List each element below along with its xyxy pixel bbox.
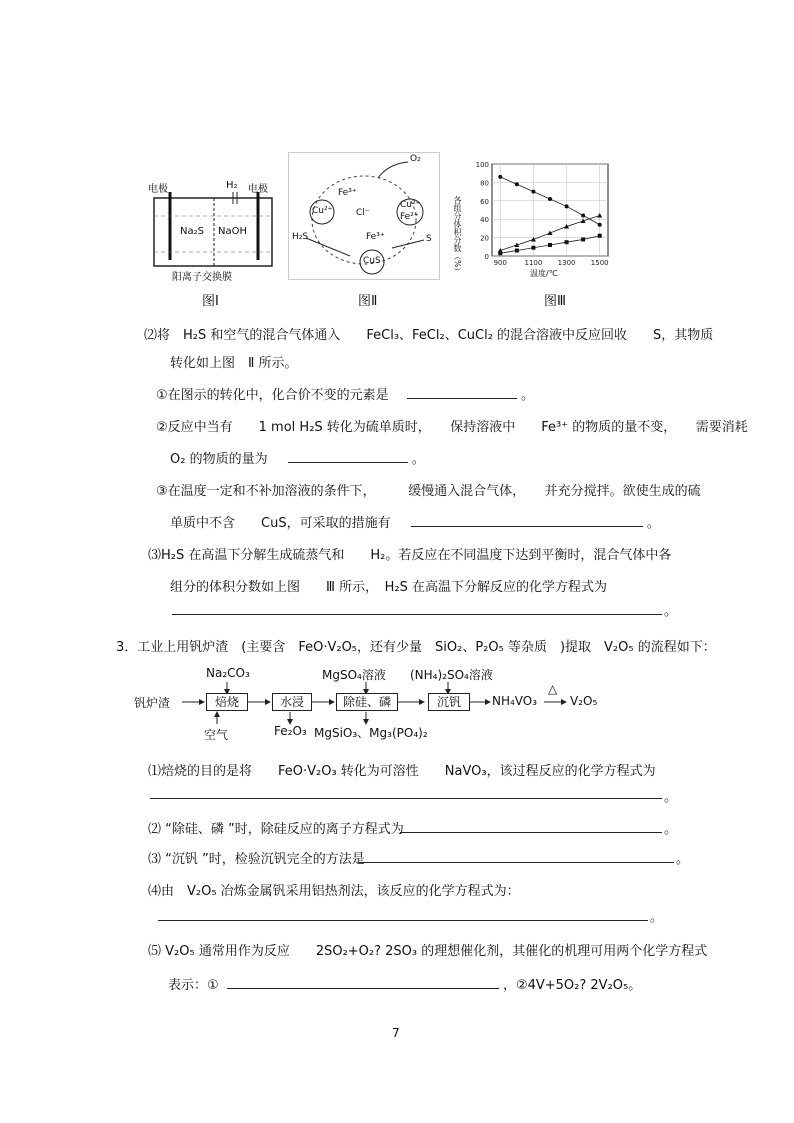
q2-sub1 xyxy=(156,384,534,403)
p3-q2 xyxy=(148,818,404,837)
flow-product-v2o5: V₂O₅ xyxy=(570,694,598,708)
p3-q5: ⑸ V₂O₅ 通常用作为反应 2SO₂+O₂? 2SO₃ 的理想催化剂，其催化的机理可用两个化学方程式 xyxy=(148,944,708,959)
p3-q1: ⑴焙烧的目的是将 FeO·V₂O₃ 转化为可溶性 NaVO₃，该过程反应的化学方程式为 xyxy=(148,764,656,779)
chart-xlabel: 温度/℃ xyxy=(530,269,558,278)
q2-sub2-answer-blank[interactable] xyxy=(288,448,408,463)
q2-sub2-b xyxy=(170,448,425,467)
flow-step-leach: 水浸 xyxy=(272,693,312,711)
p3-q3 xyxy=(148,848,365,867)
chart-ticks xyxy=(476,161,609,267)
y-tick-label: 60 xyxy=(480,197,489,206)
p3-q3-text: ⑶ “沉钒 ”时，检验沉钒完全的方法是 xyxy=(148,852,365,867)
data-point xyxy=(515,182,519,186)
data-point xyxy=(548,197,552,201)
membrane-label: 阳离子交换膜 xyxy=(172,272,232,283)
y-tick-label: 100 xyxy=(475,161,489,169)
data-point xyxy=(598,223,602,227)
data-point xyxy=(581,237,585,241)
data-point xyxy=(515,248,519,252)
q2-sub1-text: ①在图示的转化中，化合价不变的元素是 xyxy=(156,388,389,403)
cl-label: Cl⁻ xyxy=(356,208,370,218)
q2-sub3-end: 。 xyxy=(646,516,660,531)
chart-svg xyxy=(458,156,614,280)
right-solution-label: NaOH xyxy=(218,226,247,237)
p3-q4: ⑷由 V₂O₅ 冶炼金属钒采用铝热剂法，该反应的化学方程式为： xyxy=(148,884,520,899)
y-tick-label: 80 xyxy=(480,179,489,188)
flow-input-mgso4: MgSO₄溶液 xyxy=(322,668,386,682)
q3-line1: ⑶H₂S 在高温下分解生成硫蒸气和 H₂。若反应在不同温度下达到平衡时，混合气体中各 xyxy=(148,548,672,563)
flow-input-na2co3: Na₂CO₃ xyxy=(206,666,250,680)
figure-2-caption: 图Ⅱ xyxy=(358,294,378,309)
q3-answer-line[interactable] xyxy=(172,614,662,615)
p3-q1-end: 。 xyxy=(664,790,678,805)
problem3-title: 3．工业上用钒炉渣 (主要含 FeO·V₂O₅，还有少量 SiO₂、P₂O₅ 等杂质 )提取 V₂O₅ 的流程如下： xyxy=(116,640,716,655)
figure-3-caption: 图Ⅲ xyxy=(544,294,566,309)
electrode-left-label: 电极 xyxy=(148,184,168,195)
q2-sub2-a: ②反应中当有 1 mol H₂S 转化为硫单质时， 保持溶液中 Fe³⁺ 的物质的量不变， 需要消耗 xyxy=(156,420,748,435)
p3-q3-answer-line[interactable] xyxy=(358,862,674,863)
chart-grid xyxy=(492,164,608,256)
q2-sub3-a: ③在温度一定和不补加溶液的条件下， 缓慢通入混合气体， 并充分搅拌。欲使生成的硫 xyxy=(156,484,701,499)
plot-area xyxy=(492,164,608,256)
p3-q5-line2 xyxy=(168,974,641,993)
figure-3-chart xyxy=(453,156,614,280)
q2-sub3-b xyxy=(170,512,660,531)
x-tick-label: 1500 xyxy=(590,259,609,267)
data-point xyxy=(597,213,602,218)
p3-q2-end: 。 xyxy=(664,822,678,837)
flow-input-air: 空气 xyxy=(204,728,229,742)
fe3-top-label: Fe³⁺ xyxy=(338,188,357,198)
p3-q2-answer-line[interactable] xyxy=(400,832,662,833)
q3-end: 。 xyxy=(664,604,678,619)
q3-line2: 组分的体积分数如上图 Ⅲ 所示， H₂S 在高温下分解反应的化学方程式为 xyxy=(170,580,607,595)
data-point xyxy=(565,240,569,244)
flow-step-remove-si-p: 除硅、磷 xyxy=(336,693,398,711)
chart-series xyxy=(498,175,602,255)
cus-label: CuS xyxy=(363,256,381,266)
figure-2 xyxy=(288,152,440,280)
y-tick-label: 0 xyxy=(484,253,489,261)
s-label: S xyxy=(426,234,432,244)
cu2-left-label: Cu²⁺ xyxy=(312,206,333,216)
p3-q5-answer-blank[interactable] xyxy=(227,974,499,989)
x-tick-label: 1300 xyxy=(557,259,576,267)
flow-heat-symbol: △ xyxy=(548,682,558,696)
data-point xyxy=(548,231,553,236)
electrode-right-label: 电极 xyxy=(248,184,268,195)
h2s-label: H₂S xyxy=(292,232,309,242)
y-tick-label: 40 xyxy=(480,216,489,225)
p3-q3-end: 。 xyxy=(676,852,690,867)
flow-output-mg-salts: MgSiO₃、Mg₃(PO₄)₂ xyxy=(314,726,428,740)
p3-q1-answer-line[interactable] xyxy=(150,798,662,799)
q2-sub2-b-text: O₂ 的物质的量为 xyxy=(170,452,268,467)
h2-label: H₂ xyxy=(226,180,238,191)
x-tick-label: 900 xyxy=(493,259,507,267)
flow-product-nh4vo3: NH₄VO₃ xyxy=(492,694,538,708)
data-point xyxy=(531,246,535,250)
q2-sub1-end: 。 xyxy=(520,388,534,403)
data-point xyxy=(598,234,602,238)
data-point xyxy=(565,204,569,208)
fe3-bottom-label: Fe³⁺ xyxy=(366,232,385,242)
p3-q4-end: 。 xyxy=(650,910,664,925)
p3-q4-answer-line[interactable] xyxy=(158,920,648,921)
flowchart xyxy=(130,664,610,744)
right-circle-label-b: Fe²⁺ xyxy=(400,212,419,222)
data-point xyxy=(531,190,535,194)
q2-sub3-b-text: 单质中不含 CuS，可采取的措施有 xyxy=(170,516,391,531)
data-point xyxy=(498,175,502,179)
chart-ylabel: 各组分体积分数（%） xyxy=(453,196,462,276)
p3-q2-text: ⑵ “除硅、磷 ”时，除硅反应的离子方程式为 xyxy=(148,822,404,837)
q2-line1: ⑵将 H₂S 和空气的混合气体通入 FeCl₃、FeCl₂、CuCl₂ 的混合溶液中反应回收 S，其物质 xyxy=(144,328,714,343)
q2-line2: 转化如上图 Ⅱ 所示。 xyxy=(170,356,298,371)
p3-q5-start: 表示：① xyxy=(168,978,219,993)
flow-step-precipitate-v: 沉钒 xyxy=(428,693,470,711)
p3-q5-mid: ，②4V+5O₂? 2V₂O₅。 xyxy=(502,978,642,993)
q2-sub1-answer-blank[interactable] xyxy=(407,384,517,399)
figure-1-caption: 图Ⅰ xyxy=(202,294,219,309)
page-number: 7 xyxy=(392,1026,400,1040)
q2-sub3-answer-blank[interactable] xyxy=(411,512,643,527)
flow-start-label: 钒炉渣 xyxy=(134,696,171,710)
q2-sub2-end: 。 xyxy=(411,452,425,467)
left-solution-label: Na₂S xyxy=(180,226,204,237)
electrolysis-cell-diagram xyxy=(148,180,276,280)
data-point xyxy=(498,251,502,255)
right-circle-label-a: Cu²⁺ xyxy=(400,200,421,210)
x-tick-label: 1100 xyxy=(524,259,543,267)
data-point xyxy=(548,243,552,247)
figure-1 xyxy=(148,180,276,283)
flow-input-nh4so4: (NH₄)₂SO₄溶液 xyxy=(410,668,493,682)
flow-output-fe2o3: Fe₂O₃ xyxy=(274,724,307,738)
data-point xyxy=(581,214,585,218)
flow-step-roast: 焙烧 xyxy=(206,693,248,711)
y-tick-label: 20 xyxy=(480,234,489,243)
o2-label: O₂ xyxy=(410,154,421,164)
